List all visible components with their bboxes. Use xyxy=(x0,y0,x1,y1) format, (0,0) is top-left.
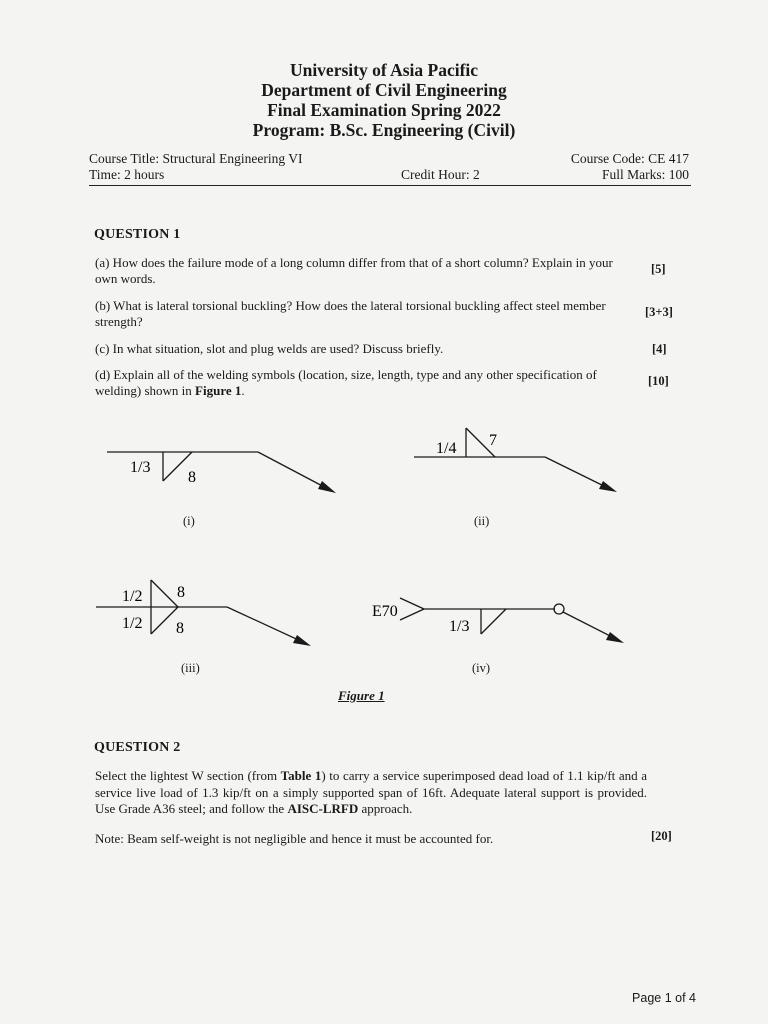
weld-iii-length-top: 8 xyxy=(177,584,185,601)
figure-label-i: (i) xyxy=(183,514,195,528)
department-name: Department of Civil Engineering xyxy=(261,80,507,100)
page-number: Page 1 of 4 xyxy=(632,991,696,1005)
arrowhead-ii-icon xyxy=(599,481,617,492)
table-1-ref: Table 1 xyxy=(280,768,322,783)
question-2-note: Note: Beam self-weight is not negligible and hence it must be accounted for. xyxy=(95,831,494,846)
question-1b-text: (b) What is lateral torsional buckling? How does the lateral torsional buckling affect steel member strength? xyxy=(95,298,606,329)
figure-1-caption: Figure 1 xyxy=(338,688,385,703)
question-1d-post: . xyxy=(241,383,245,398)
university-name: University of Asia Pacific xyxy=(289,60,479,80)
weld-symbol-ii xyxy=(414,428,612,490)
question-1b-marks: [3+3] xyxy=(645,305,673,319)
question-1d-figure-ref: Figure 1 xyxy=(195,383,242,398)
question-2-text xyxy=(95,768,647,818)
weld-iv-electrode: E70 xyxy=(372,603,398,620)
question-1d-marks: [10] xyxy=(648,374,669,388)
figure-label-iii: (iii) xyxy=(181,661,200,675)
weld-i-size: 1/3 xyxy=(130,459,151,476)
weld-iii-size-top: 1/2 xyxy=(122,588,143,605)
aisc-lrfd-ref: AISC-LRFD xyxy=(287,801,359,816)
credit-hour: Credit Hour: 2 xyxy=(401,167,480,182)
question-2-text-part-2: ) to carry a service superimposed dead load of 1.1 kip/ft and a service live load of 1.3 kip/ft on a simply supported span of 16ft. Adequate lateral support is provided. Use Grade A36 steel; and follow the xyxy=(95,768,647,816)
question-1-title: QUESTION 1 xyxy=(94,227,181,242)
exam-name: Final Examination Spring 2022 xyxy=(267,100,501,120)
weld-i-length: 8 xyxy=(188,469,196,486)
question-1a-text: (a) How does the failure mode of a long column differ from that of a short column? Explain in your own words. xyxy=(95,255,613,286)
exam-time: Time: 2 hours xyxy=(89,167,165,182)
question-1c-marks: [4] xyxy=(652,342,667,356)
arrowhead-iv-icon xyxy=(606,632,624,643)
figure-label-ii: (ii) xyxy=(474,514,490,528)
question-1c-text: (c) In what situation, slot and plug welds are used? Discuss briefly. xyxy=(95,341,444,356)
weld-ii-size: 1/4 xyxy=(436,440,457,457)
arrowhead-iii-icon xyxy=(293,635,311,646)
question-1a-marks: [5] xyxy=(651,262,666,276)
full-marks: Full Marks: 100 xyxy=(601,167,689,182)
program-name: Program: B.Sc. Engineering (Civil) xyxy=(252,120,516,140)
figure-label-iv: (iv) xyxy=(472,661,491,675)
course-code: Course Code: CE 417 xyxy=(570,151,689,166)
weld-iii-size-bottom: 1/2 xyxy=(122,615,143,632)
weld-iii-length-bottom: 8 xyxy=(176,620,184,637)
arrowhead-i-icon xyxy=(318,481,336,493)
question-2-text-part-3: approach. xyxy=(358,801,413,816)
weld-symbol-iv xyxy=(400,598,618,640)
all-around-circle-icon xyxy=(554,604,564,614)
course-title: Course Title: Structural Engineering VI xyxy=(89,151,303,166)
question-1d-pre: (d) Explain all of the welding symbols (location, size, length, type and any other specification of welding) shown in xyxy=(95,367,597,398)
question-2-title: QUESTION 2 xyxy=(94,740,181,755)
question-2-text-part-1: Select the lightest W section (from xyxy=(95,768,281,783)
weld-iv-size: 1/3 xyxy=(449,618,470,635)
question-2-marks: [20] xyxy=(651,829,672,843)
weld-ii-length: 7 xyxy=(489,432,497,449)
